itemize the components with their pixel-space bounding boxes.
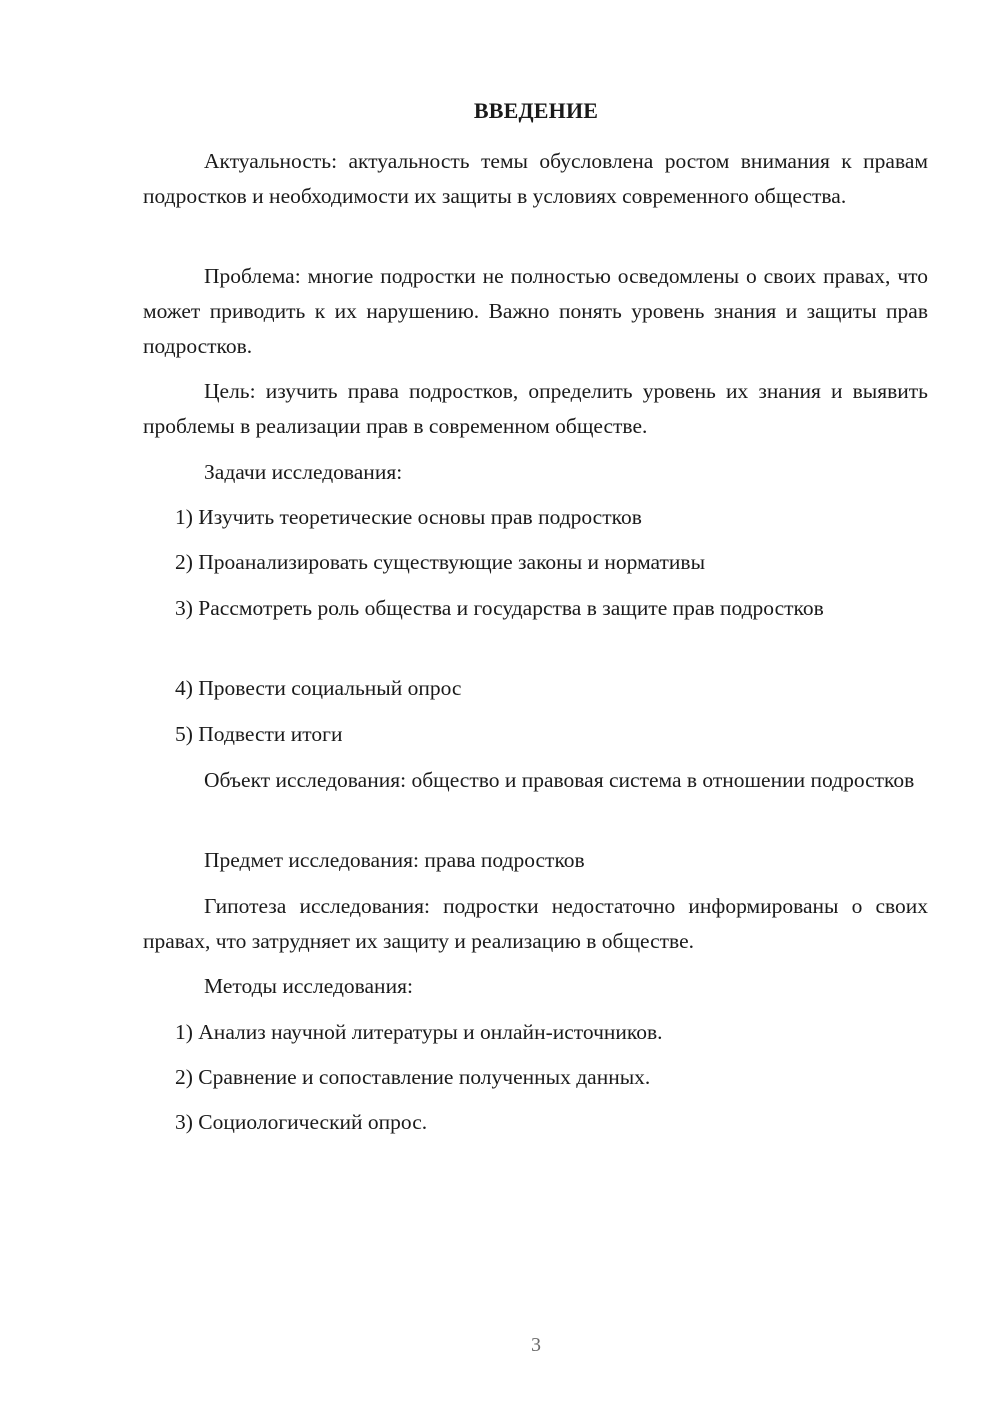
object-paragraph: Объект исследования: общество и правовая система в отношении подростков — [204, 768, 915, 792]
tasks-heading: Задачи исследования: — [204, 460, 403, 484]
method-item-3: 3) Социологический опрос. — [175, 1110, 428, 1134]
task-item-3: 3) Рассмотреть роль общества и государства в защите прав подростков — [175, 596, 824, 620]
hypothesis-paragraph: Гипотеза исследования: подростки недостаточно информированы о своих правах, что затрудняет их защиту и реализацию в обществе. — [143, 894, 928, 953]
task-item-4: 4) Провести социальный опрос — [175, 676, 462, 700]
page-title: ВВЕДЕНИЕ — [473, 98, 599, 123]
relevance-paragraph: Актуальность: актуальность темы обусловлена ростом внимания к правам подростков и необходимости их защиты в условиях современного общества. — [143, 149, 928, 208]
problem-paragraph: Проблема: многие подростки не полностью осведомлены о своих правах, что может приводить к их нарушению. Важно понять уровень знания и защиты прав подростков. — [143, 264, 928, 358]
subject-paragraph: Предмет исследования: права подростков — [204, 848, 585, 872]
page-number: 3 — [531, 1334, 541, 1356]
methods-heading: Методы исследования: — [204, 974, 413, 998]
task-item-1: 1) Изучить теоретические основы прав подростков — [175, 505, 642, 529]
goal-paragraph: Цель: изучить права подростков, определить уровень их знания и выявить проблемы в реализации прав в современном обществе. — [143, 379, 928, 438]
method-item-2: 2) Сравнение и сопоставление полученных данных. — [175, 1065, 651, 1089]
task-item-5: 5) Подвести итоги — [175, 722, 343, 746]
task-item-2: 2) Проанализировать существующие законы и нормативы — [175, 550, 706, 574]
method-item-1: 1) Анализ научной литературы и онлайн-источников. — [175, 1020, 663, 1044]
